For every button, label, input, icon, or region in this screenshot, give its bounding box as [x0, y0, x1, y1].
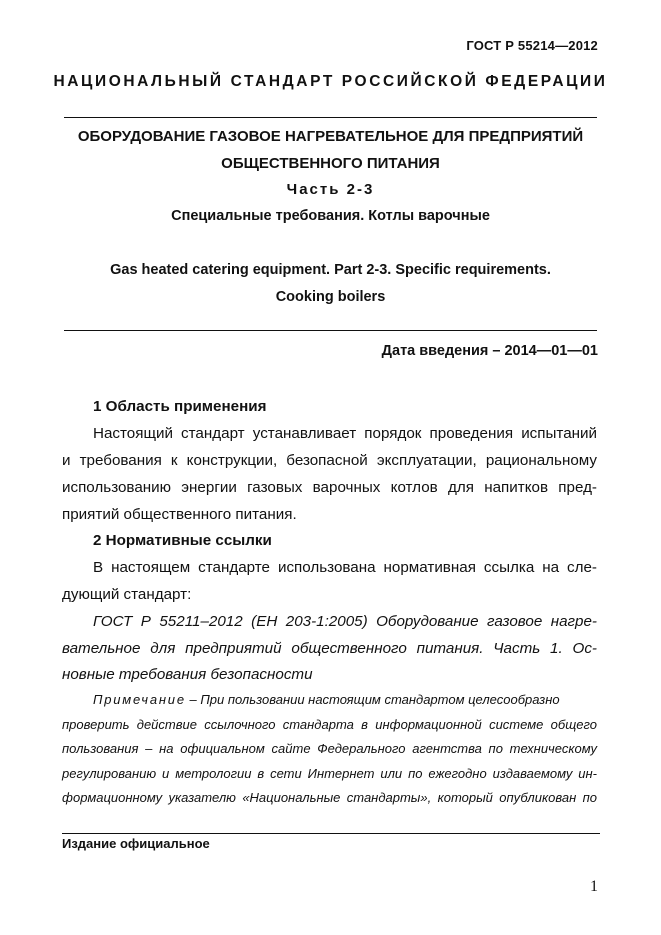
note-line: пользования – на официальном сайте Федерального агентства по техническому — [62, 741, 597, 756]
section1-line: Настоящий стандарт устанавливает порядок проведения испытаний — [93, 425, 597, 442]
section2-heading: 2 Нормативные ссылки — [93, 532, 272, 549]
note-line: регулированию и метрологии в сети Интернет или по ежегодно издаваемому ин- — [62, 766, 597, 781]
footer-rule — [62, 833, 600, 834]
section1-line: использованию энергии газовых варочных котлов для напитков пред- — [62, 479, 597, 496]
edition-label: Издание официальное — [62, 836, 210, 851]
note-line: формационному указателю «Национальные стандарты», который опубликован по — [62, 790, 597, 805]
reference-line: ГОСТ Р 55211–2012 (ЕН 203-1:2005) Оборудование газовое нагре- — [93, 613, 597, 630]
section2-line: дующий стандарт: — [62, 586, 192, 603]
title-ru-line2: ОБЩЕСТВЕННОГО ПИТАНИЯ — [221, 155, 440, 172]
note-line: проверить действие ссылочного стандарта в информационной системе общего — [62, 717, 597, 732]
top-rule — [64, 117, 597, 118]
title-bottom-rule — [64, 330, 597, 331]
section2-line: В настоящем стандарте использована нормативная ссылка на сле- — [93, 559, 597, 576]
page-number: 1 — [590, 878, 598, 895]
title-en-line2: Cooking boilers — [275, 289, 386, 305]
section1-line: и требования к конструкции, безопасной эксплуатации, рациональному — [62, 452, 597, 469]
title-subtitle: Специальные требования. Котлы варочные — [171, 208, 490, 224]
date-of-introduction: Дата введения – 2014—01—01 — [381, 343, 598, 359]
reference-line: вательное для предприятий общественного питания. Часть 1. Ос- — [62, 640, 597, 657]
section1-line: приятий общественного питания. — [62, 506, 297, 523]
note-first-line — [93, 690, 597, 710]
note-first-text: – При пользовании настоящим стандартом целесообразно — [185, 692, 560, 707]
national-standard-title: НАЦИОНАЛЬНЫЙ СТАНДАРТ РОССИЙСКОЙ ФЕДЕРАЦИИ — [53, 73, 608, 90]
section1-heading: 1 Область применения — [93, 398, 267, 415]
title-ru-line1: ОБОРУДОВАНИЕ ГАЗОВОЕ НАГРЕВАТЕЛЬНОЕ ДЛЯ ПРЕДПРИЯТИЙ — [77, 128, 584, 145]
title-en-line1: Gas heated catering equipment. Part 2-3. Specific requirements. — [110, 262, 551, 278]
note-label: Примечание — [93, 692, 186, 707]
reference-line: новные требования безопасности — [62, 666, 313, 683]
title-part: Часть 2-3 — [286, 181, 375, 198]
standard-code: ГОСТ Р 55214—2012 — [466, 38, 598, 53]
